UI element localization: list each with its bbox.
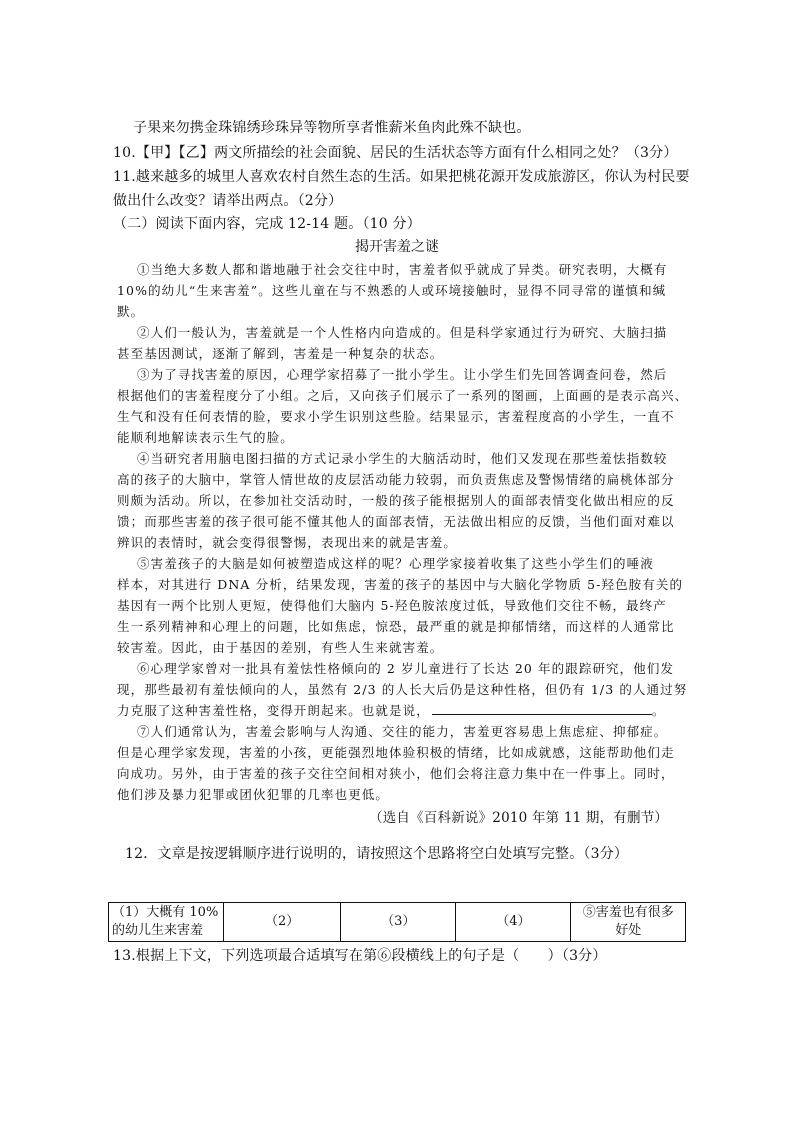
article-line: 生一系列精神和心理上的问题，比如焦虑，惊恐，最严重的就是抑郁情绪，而这样的人通常比 — [117, 619, 675, 634]
article-line: 他们涉及暴力犯罪或团伙犯罪的几率也更低。 — [117, 787, 390, 802]
article-line: ④当研究者用脑电图扫描的方式记录小学生的大脑活动时，他们又发现在那些羞怯指数较 — [137, 451, 668, 466]
table-cell-4[interactable]: （4） — [456, 903, 571, 942]
article-line: 基因有一两个比别人更短，使得他们大脑内 5-羟色胺浓度过低，导致他们交往不畅，最终产 — [117, 598, 667, 613]
article-line: 甚至基因测试，逐渐了解到，害羞是一种复杂的状态。 — [117, 346, 444, 361]
question-11-line-1: 11.越来越多的城里人喜欢农村自然生态的生活。如果把桃花源开发成旅游区，你认为村民要 — [113, 169, 690, 185]
article-line: ①当绝大多数人都和谐地融于社会交往中时，害羞者似乎就成了异类。研究表明，大概有 — [137, 262, 668, 277]
blank-period: 。 — [651, 703, 666, 718]
question-12: 12．文章是按逻辑顺序进行说明的，请按照这个思路将空白处填写完整。（3分） — [125, 846, 629, 862]
table-cell-1-line-1: （1）大概有 10% — [112, 905, 219, 920]
text-line: 子果来勿携金珠锦绣珍珠异等物所享者惟薪米鱼肉此殊不缺也。 — [133, 120, 531, 136]
article-line: 生气和没有任何表情的脸，要求小学生识别这些脸。结果显示，害羞程度高的小学生，一直不 — [117, 409, 675, 424]
table-cell-5-line-2: 好处 — [615, 923, 642, 938]
article-line: 但是心理学家发现，害羞的小孩，更能强烈地体验积极的情绪，比如成就感，这能帮助他们走 — [117, 745, 675, 760]
article-line: ⑦人们通常认为，害羞会影响与人沟通、交往的能力，害羞更容易患上焦虑症、抑郁症。 — [137, 724, 668, 739]
article-line: 根据他们的害羞程度分了小组。之后，又向孩子们展示了一系列的图画，上面画的是表示高兴、 — [117, 388, 689, 403]
article-source: （选自《百科新说》2010 年第 11 期，有删节） — [369, 810, 669, 826]
table-cell-1 — [109, 903, 224, 942]
article-line: 默。 — [117, 304, 145, 319]
fill-in-blank[interactable] — [432, 701, 652, 715]
article-line: 较害羞。因此，由于基因的差别，有些人生来就害羞。 — [117, 640, 444, 655]
article-line: 向成功。另外，由于害羞的孩子交往空间相对狭小，他们会将注意力集中在一件事上。同时， — [117, 766, 675, 781]
article-line: 辨识的表情时，就会变得很警惕，表现出来的就是害羞。 — [117, 535, 458, 550]
article-line-with-blank — [117, 701, 665, 721]
article-line: 现，那些最初有羞怯倾向的人，虽然有 2/3 的人长大后仍是这种性格，但仍有 1/3 的人通过努 — [117, 682, 688, 697]
answer-table — [108, 902, 686, 942]
article-line: 10%的幼儿“生来害羞”。这些儿童在与不熟悉的人或环境接触时，显得不同寻常的谨慎和缄 — [117, 283, 667, 298]
article-line: 馈；而那些害羞的孩子很可能不懂其他人的面部表情，无法做出相应的反馈，当他们面对难以 — [117, 514, 675, 529]
question-13: 13.根据上下文，下列选项最合适填写在第⑥段横线上的句子是（ ）（3分） — [113, 948, 607, 964]
article-title: 揭开害羞之谜 — [355, 239, 439, 255]
table-cell-5 — [571, 903, 686, 942]
article-line: 样本，对其进行 DNA 分析，结果发现，害羞的孩子的基因中与大脑化学物质 5-羟色胺有关的 — [117, 577, 684, 592]
section-2-heading: （二）阅读下面内容，完成 12-14 题。（10 分） — [113, 216, 421, 232]
table-cell-2[interactable]: （2） — [224, 903, 341, 942]
article-line: ②人们一般认为，害羞就是一个人性格内向造成的。但是科学家通过行为研究、大脑扫描 — [137, 325, 668, 340]
article-line: 力克服了这种害羞性格，变得开朗起来。也就是说， — [117, 703, 430, 718]
table-cell-5-line-1: ⑤害羞也有很多 — [582, 905, 674, 920]
article-line: 则颇为活动。所以，在参加社交活动时，一般的孩子能根据别人的面部表情变化做出相应的反 — [117, 493, 675, 508]
article-line: ⑤害羞孩子的大脑是如何被塑造成这样的呢？心理学家接着收集了这些小学生们的唾液 — [137, 556, 654, 571]
article-line: ⑥心理学家曾对一批具有羞怯性格倾向的 2 岁儿童进行了长达 20 年的跟踪研究，他们发 — [137, 661, 675, 676]
table-row — [109, 903, 686, 942]
table-cell-1-line-2: 的幼儿生来害羞 — [112, 923, 204, 938]
question-11-line-2: 做出什么改变？请举出两点。（2分） — [113, 193, 343, 209]
article-line: 高的孩子的大脑中，掌管人情世故的皮层活动能力较弱，而负责焦虑及警惕情绪的扁桃体部分 — [117, 472, 675, 487]
question-10: 10.【甲】【乙】两文所描绘的社会面貌、居民的生活状态等方面有什么相同之处？（3分） — [113, 145, 678, 161]
article-line: ③为了寻找害羞的原因，心理学家招募了一批小学生。让小学生们先回答调查问卷，然后 — [137, 367, 668, 382]
table-cell-3[interactable]: （3） — [341, 903, 456, 942]
article-line: 能顺利地解读表示生气的脸。 — [117, 430, 294, 445]
